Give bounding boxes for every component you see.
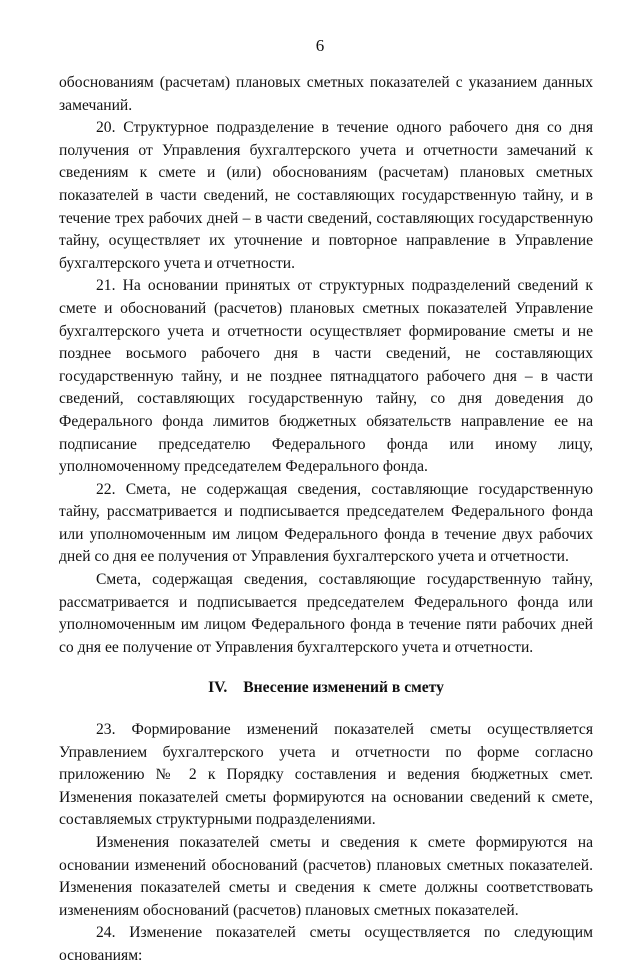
paragraph-23: 23. Формирование изменений показателей сметы осуществляется Управлением бухгалтерского учета и отчетности по форме согласно приложению № 2 к Порядку составления и ведения бюджетных смет. Изменения показателей сметы формируются на основании сведений к смете, составляемых структурными подразделениями.	[59, 721, 593, 829]
paragraph-continuation: обоснованиям (расчетам) плановых сметных показателей с указанием данных замечаний.	[59, 74, 593, 114]
section-number: IV.	[208, 679, 228, 697]
paragraph-22-secret: Смета, содержащая сведения, составляющие государственную тайну, рассматривается и подписывается председателем Федерального фонда или уполномоченным им лицом Федерального фонда в течение пяти рабочих дней со дня ее получение от Управления бухгалтерского учета и отчетности.	[59, 571, 593, 656]
page-number: 6	[315, 36, 325, 55]
document-body	[59, 72, 593, 968]
paragraph-23-changes: Изменения показателей сметы и сведения к смете формируются на основании изменений обоснований (расчетов) плановых сметных показателей. Изменения показателей сметы и сведения к смете должны соответствовать изменениям обоснований (расчетов) плановых сметных показателей.	[59, 834, 593, 919]
section-title: Внесение изменений в смету	[243, 679, 444, 697]
paragraph-24: 24. Изменение показателей сметы осуществляется по следующим основаниям:	[59, 924, 593, 964]
section-heading	[59, 677, 593, 700]
paragraph-21: 21. На основании принятых от структурных подразделений сведений к смете и обоснований (расчетов) плановых сметных показателей Управление бухгалтерского учета и отчетности осуществляет формирование сметы и не позднее восьмого рабочего дня в части сведений, не составляющих государственную тайну, и не позднее пятнадцатого рабочего дня – в части сведений, составляющих государственную тайну, со дня доведения до Федерального фонда лимитов бюджетных обязательств направление ее на подписание председателю Федерального фонда или иному лицу, уполномоченному председателем Федерального фонда.	[59, 277, 593, 476]
paragraph-22: 22. Смета, не содержащая сведения, составляющие государственную тайну, рассматривается и подписывается председателем Федерального фонда или уполномоченным им лицом Федерального фонда в течение двух рабочих дней со дня ее получения от Управления бухгалтерского учета и отчетности.	[59, 480, 593, 566]
paragraph-20: 20. Структурное подразделение в течение одного рабочего дня со дня получения от Управления бухгалтерского учета и отчетности замечаний к сведениям к смете и (или) обоснованиям (расчетам) плановых сметных показателей в части сведений, не составляющих государственную тайну, и в течение трех рабочих дней – в части сведений, составляющих государственную тайну, осуществляет их уточнение и повторное направление в Управление бухгалтерского учета и отчетности.	[59, 119, 593, 272]
